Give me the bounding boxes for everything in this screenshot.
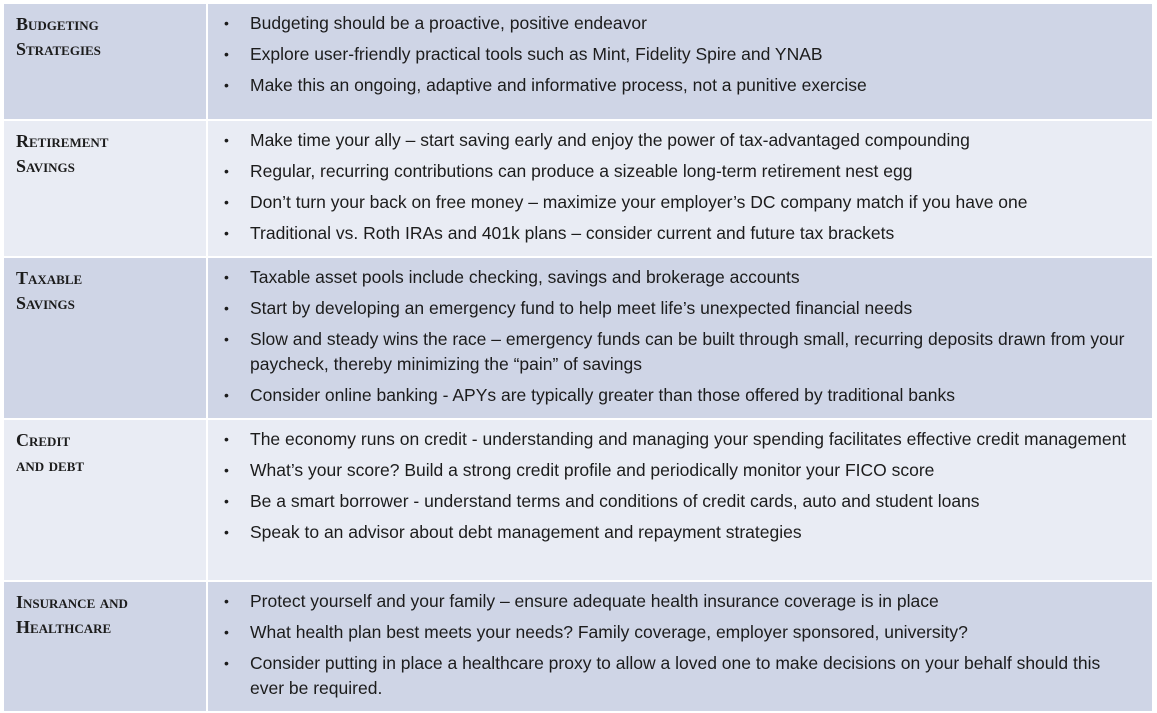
items-cell (207, 257, 1153, 419)
list-item: • Consider online banking - APYs are typically greater than those offered by traditional banks (224, 383, 1132, 408)
list-item: • Don’t turn your back on free money – maximize your employer’s DC company match if you have one (224, 190, 1132, 215)
bullet-icon: • (224, 387, 229, 403)
list-item: • Traditional vs. Roth IRAs and 401k plans – consider current and future tax brackets (224, 221, 1132, 246)
bullet-icon: • (224, 132, 229, 148)
list-item: • What health plan best meets your needs? Family coverage, employer sponsored, university? (224, 620, 1132, 645)
category-cell (3, 419, 207, 581)
bullet-icon: • (224, 655, 229, 671)
list-item: • Protect yourself and your family – ensure adequate health insurance coverage is in place (224, 589, 1132, 614)
bullet-icon: • (224, 194, 229, 210)
bullet-icon: • (224, 331, 229, 347)
items-cell (207, 3, 1153, 120)
bullet-list (224, 427, 1132, 545)
category-cell (3, 581, 207, 712)
bullet-icon: • (224, 593, 229, 609)
list-item: • Be a smart borrower - understand terms and conditions of credit cards, auto and student loans (224, 489, 1132, 514)
list-item: • Make this an ongoing, adaptive and informative process, not a punitive exercise (224, 73, 1132, 98)
items-cell (207, 120, 1153, 257)
bullet-icon: • (224, 431, 229, 447)
bullet-icon: • (224, 524, 229, 540)
financial-tips-table (2, 2, 1154, 713)
bullet-icon: • (224, 300, 229, 316)
category-cell (3, 257, 207, 419)
financial-tips-table-container (2, 2, 1154, 713)
list-item: • Consider putting in place a healthcare proxy to allow a loved one to make decisions on your behalf should this ever be required. (224, 653, 1101, 698)
category-label: Budgeting Strategies (16, 14, 101, 59)
bullet-icon: • (224, 46, 229, 62)
category-label: Credit and debt (16, 430, 85, 475)
category-label: Retirement Savings (16, 131, 109, 176)
items-cell (207, 419, 1153, 581)
list-item: • Make time your ally – start saving early and enjoy the power of tax-advantaged compounding (224, 128, 1132, 153)
list-item: • The economy runs on credit - understanding and managing your spending facilitates effective credit management (224, 427, 1132, 452)
bullet-icon: • (224, 15, 229, 31)
bullet-icon: • (224, 624, 229, 640)
bullet-icon: • (224, 493, 229, 509)
bullet-icon: • (224, 269, 229, 285)
bullet-list (224, 589, 1132, 701)
list-item: • Speak to an advisor about debt management and repayment strategies (224, 520, 1132, 545)
list-item: • Explore user-friendly practical tools such as Mint, Fidelity Spire and YNAB (224, 42, 1132, 67)
bullet-icon: • (224, 77, 229, 93)
table-row (3, 120, 1153, 257)
list-item: • Budgeting should be a proactive, positive endeavor (224, 11, 1132, 36)
list-item: • Start by developing an emergency fund to help meet life’s unexpected financial needs (224, 296, 1132, 321)
list-item: • Slow and steady wins the race – emergency funds can be built through small, recurring deposits drawn from your paycheck, thereby minimizing the “pain” of savings (224, 329, 1125, 374)
bullet-icon: • (224, 163, 229, 179)
list-item: • Taxable asset pools include checking, savings and brokerage accounts (224, 265, 1132, 290)
list-item: • What’s your score? Build a strong credit profile and periodically monitor your FICO score (224, 458, 1132, 483)
bullet-list (224, 11, 1132, 98)
table-row (3, 3, 1153, 120)
items-cell (207, 581, 1153, 712)
bullet-list (224, 265, 1132, 408)
table-row (3, 419, 1153, 581)
category-cell (3, 120, 207, 257)
list-item: • Regular, recurring contributions can produce a sizeable long-term retirement nest egg (224, 159, 1132, 184)
bullet-icon: • (224, 225, 229, 241)
category-label: Insurance and Healthcare (16, 592, 128, 637)
category-label: Taxable Savings (16, 268, 83, 313)
table-row (3, 581, 1153, 712)
bullet-list (224, 128, 1132, 246)
table-row (3, 257, 1153, 419)
category-cell (3, 3, 207, 120)
bullet-icon: • (224, 462, 229, 478)
